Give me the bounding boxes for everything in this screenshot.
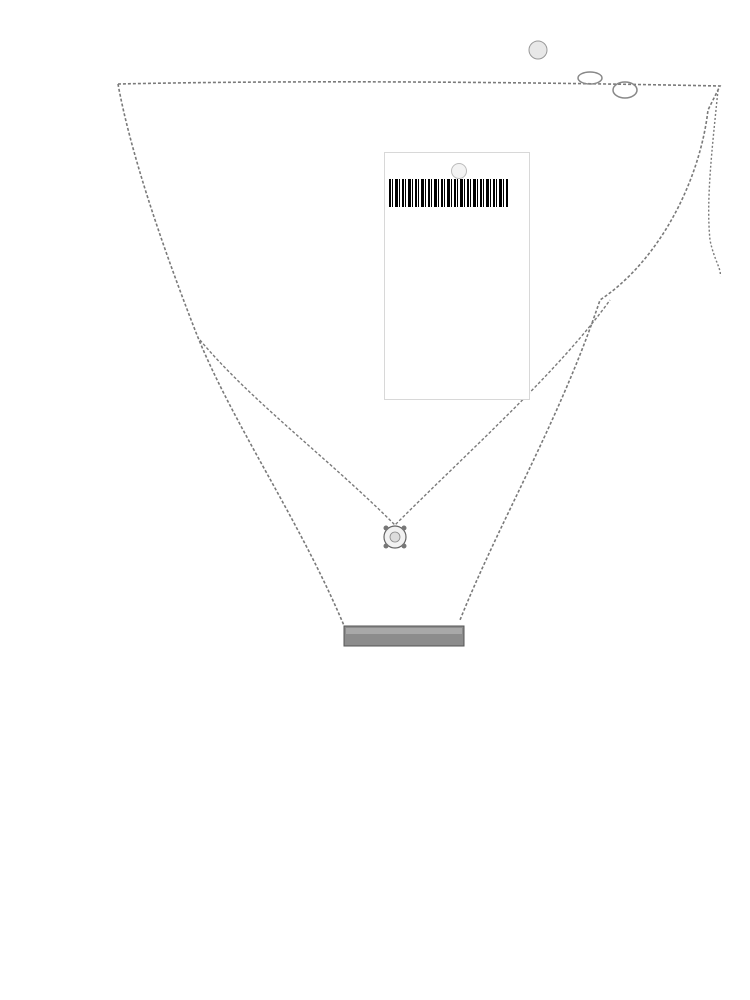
- barcode: [389, 179, 509, 207]
- extension-chain: [709, 90, 721, 276]
- bar-pendant: [344, 626, 464, 646]
- crystal-pendant: [384, 526, 407, 549]
- left-chain: [118, 84, 345, 628]
- lobster-clasp: [529, 41, 637, 98]
- product-tag: [384, 152, 530, 400]
- tag-hole: [451, 163, 467, 179]
